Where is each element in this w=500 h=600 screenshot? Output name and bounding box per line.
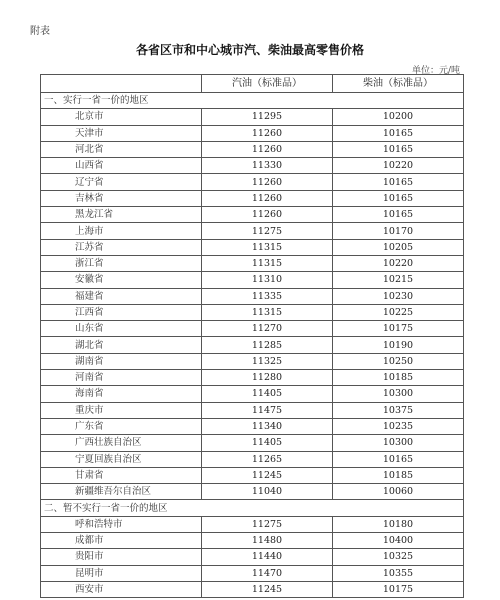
table-row [41,435,464,451]
table-row [41,207,464,223]
gasoline-price: 11310 [202,272,333,288]
gasoline-price: 11260 [202,141,333,157]
region-name: 广东省 [41,418,202,434]
region-name: 辽宁省 [41,174,202,190]
section-label: 二、暂不实行一省一价的地区 [41,500,464,516]
diesel-price: 10165 [333,190,464,206]
table-row [41,141,464,157]
table-row [41,451,464,467]
region-name: 宁夏回族自治区 [41,451,202,467]
gasoline-price: 11260 [202,190,333,206]
region-name: 甘肃省 [41,467,202,483]
diesel-price: 10250 [333,353,464,369]
gasoline-price: 11265 [202,451,333,467]
header-gasoline: 汽油（标准品） [202,75,333,93]
table-row [41,239,464,255]
gasoline-price: 11275 [202,516,333,532]
table-row [41,549,464,565]
table-row [41,109,464,125]
diesel-price: 10165 [333,141,464,157]
diesel-price: 10355 [333,565,464,581]
gasoline-price: 11280 [202,370,333,386]
diesel-price: 10165 [333,125,464,141]
table-body [41,93,464,598]
diesel-price: 10200 [333,109,464,125]
table-row [41,370,464,386]
diesel-price: 10230 [333,288,464,304]
diesel-price: 10300 [333,435,464,451]
gasoline-price: 11315 [202,255,333,271]
region-name: 海南省 [41,386,202,402]
region-name: 贵阳市 [41,549,202,565]
diesel-price: 10300 [333,386,464,402]
table-row [41,288,464,304]
section-label: 一、实行一省一价的地区 [41,93,464,109]
table-row [41,321,464,337]
gasoline-price: 11040 [202,484,333,500]
region-name: 湖南省 [41,353,202,369]
region-name: 江西省 [41,304,202,320]
region-name: 天津市 [41,125,202,141]
table-row [41,418,464,434]
gasoline-price: 11295 [202,109,333,125]
diesel-price: 10175 [333,581,464,597]
region-name: 重庆市 [41,402,202,418]
region-name: 吉林省 [41,190,202,206]
gasoline-price: 11475 [202,402,333,418]
table-row [41,223,464,239]
table-row [41,484,464,500]
gasoline-price: 11245 [202,467,333,483]
section-row [41,500,464,516]
diesel-price: 10060 [333,484,464,500]
table-row [41,125,464,141]
region-name: 福建省 [41,288,202,304]
table-row [41,565,464,581]
gasoline-price: 11260 [202,174,333,190]
region-name: 河北省 [41,141,202,157]
table-row [41,581,464,597]
table-row [41,353,464,369]
diesel-price: 10220 [333,158,464,174]
region-name: 广西壮族自治区 [41,435,202,451]
header-diesel: 柴油（标准品） [333,75,464,93]
gasoline-price: 11315 [202,239,333,255]
diesel-price: 10220 [333,255,464,271]
region-name: 北京市 [41,109,202,125]
table-row [41,158,464,174]
region-name: 新疆维吾尔自治区 [41,484,202,500]
table-row [41,190,464,206]
gasoline-price: 11245 [202,581,333,597]
gasoline-price: 11440 [202,549,333,565]
gasoline-price: 11335 [202,288,333,304]
unit-label: 单位：元/吨 [411,66,460,76]
gasoline-price: 11270 [202,321,333,337]
gasoline-price: 11315 [202,304,333,320]
table-header-row [41,75,464,93]
region-name: 安徽省 [41,272,202,288]
diesel-price: 10180 [333,516,464,532]
table-row [41,304,464,320]
diesel-price: 10215 [333,272,464,288]
table-row [41,533,464,549]
region-name: 黑龙江省 [41,207,202,223]
gasoline-price: 11325 [202,353,333,369]
diesel-price: 10185 [333,370,464,386]
diesel-price: 10175 [333,321,464,337]
table-row [41,467,464,483]
diesel-price: 10205 [333,239,464,255]
gasoline-price: 11285 [202,337,333,353]
diesel-price: 10165 [333,207,464,223]
diesel-price: 10325 [333,549,464,565]
region-name: 江苏省 [41,239,202,255]
region-name: 湖北省 [41,337,202,353]
table-row [41,337,464,353]
diesel-price: 10375 [333,402,464,418]
price-table [40,74,464,598]
diesel-price: 10225 [333,304,464,320]
table-row [41,516,464,532]
region-name: 河南省 [41,370,202,386]
diesel-price: 10165 [333,451,464,467]
gasoline-price: 11470 [202,565,333,581]
header-region [41,75,202,93]
page-title: 各省区市和中心城市汽、柴油最高零售价格 [135,43,364,57]
diesel-price: 10185 [333,467,464,483]
region-name: 西安市 [41,581,202,597]
diesel-price: 10190 [333,337,464,353]
gasoline-price: 11405 [202,386,333,402]
attachment-label: 附表 [30,26,50,37]
diesel-price: 10400 [333,533,464,549]
table-row [41,402,464,418]
region-name: 昆明市 [41,565,202,581]
table-row [41,255,464,271]
table-row [41,386,464,402]
region-name: 成都市 [41,533,202,549]
region-name: 山西省 [41,158,202,174]
table-row [41,174,464,190]
gasoline-price: 11260 [202,125,333,141]
diesel-price: 10235 [333,418,464,434]
gasoline-price: 11405 [202,435,333,451]
table-row [41,272,464,288]
gasoline-price: 11330 [202,158,333,174]
gasoline-price: 11260 [202,207,333,223]
diesel-price: 10170 [333,223,464,239]
diesel-price: 10165 [333,174,464,190]
section-row [41,93,464,109]
region-name: 浙江省 [41,255,202,271]
gasoline-price: 11480 [202,533,333,549]
region-name: 山东省 [41,321,202,337]
gasoline-price: 11340 [202,418,333,434]
region-name: 上海市 [41,223,202,239]
region-name: 呼和浩特市 [41,516,202,532]
gasoline-price: 11275 [202,223,333,239]
